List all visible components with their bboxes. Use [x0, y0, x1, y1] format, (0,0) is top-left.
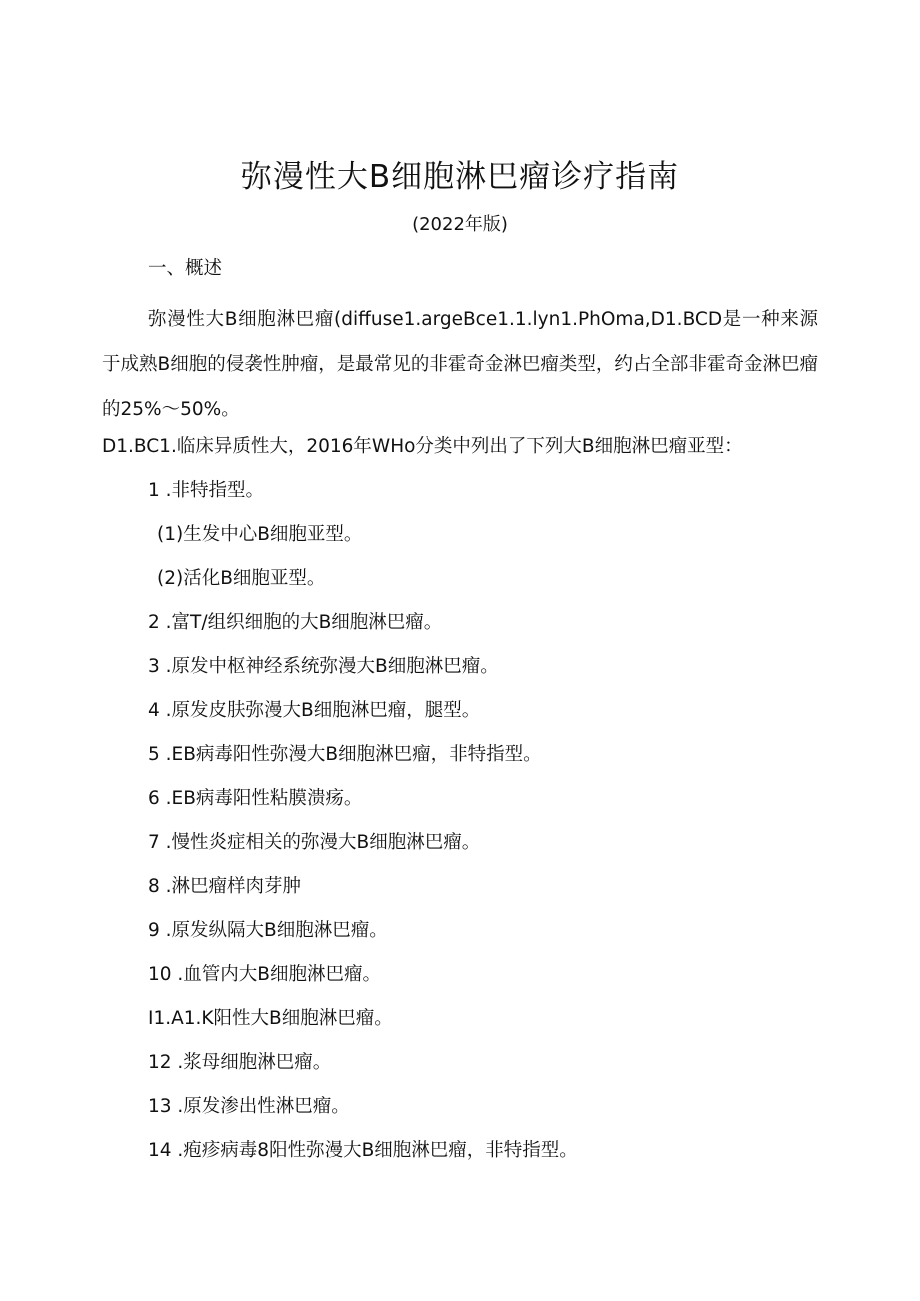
- list-item: 14 .疱疹病毒8阳性弥漫大B细胞淋巴瘤，非特指型。: [148, 1140, 578, 1161]
- list-item: 4 .原发皮肤弥漫大B细胞淋巴瘤，腿型。: [148, 700, 481, 721]
- intro-paragraph: 弥漫性大B细胞淋巴瘤(diffuse1.argeBce1.1.lyn1.PhOma,D1.BCD是一种来源于成熟B细胞的侵袭性肿瘤，是最常见的非霍奇金淋巴瘤类型，约占全部非霍奇金淋巴瘤的25%～50%。: [102, 309, 818, 420]
- section-heading: 一、概述: [148, 258, 223, 279]
- list-item: 12 .浆母细胞淋巴瘤。: [148, 1052, 332, 1073]
- list-item: 3 .原发中枢神经系统弥漫大B细胞淋巴瘤。: [148, 656, 499, 677]
- list-item: 5 .EB病毒阳性弥漫大B细胞淋巴瘤，非特指型。: [148, 744, 542, 765]
- document-title: 弥漫性大B细胞淋巴瘤诊疗指南: [240, 159, 680, 195]
- heterogeneity-line: D1.BC1.临床异质性大，2016年WHo分类中列出了下列大B细胞淋巴瘤亚型：: [102, 436, 743, 457]
- list-item: 9 .原发纵隔大B细胞淋巴瘤。: [148, 920, 388, 941]
- list-item: 10 .血管内大B细胞淋巴瘤。: [148, 964, 381, 985]
- list-item: 6 .EB病毒阳性粘膜溃疡。: [148, 788, 363, 809]
- document-edition: (2022年版): [412, 214, 508, 235]
- list-item: 13 .原发渗出性淋巴瘤。: [148, 1096, 350, 1117]
- list-item: 8 .淋巴瘤样肉芽肿: [148, 876, 302, 897]
- list-item: (1)生发中心B细胞亚型。: [157, 524, 363, 545]
- list-item: 2 .富T/组织细胞的大B细胞淋巴瘤。: [148, 612, 443, 633]
- list-item: I1.A1.K阳性大B细胞淋巴瘤。: [148, 1008, 393, 1029]
- list-item: 1 .非特指型。: [148, 480, 265, 501]
- list-item: (2)活化B细胞亚型。: [157, 568, 326, 589]
- list-item: 7 .慢性炎症相关的弥漫大B细胞淋巴瘤。: [148, 832, 481, 853]
